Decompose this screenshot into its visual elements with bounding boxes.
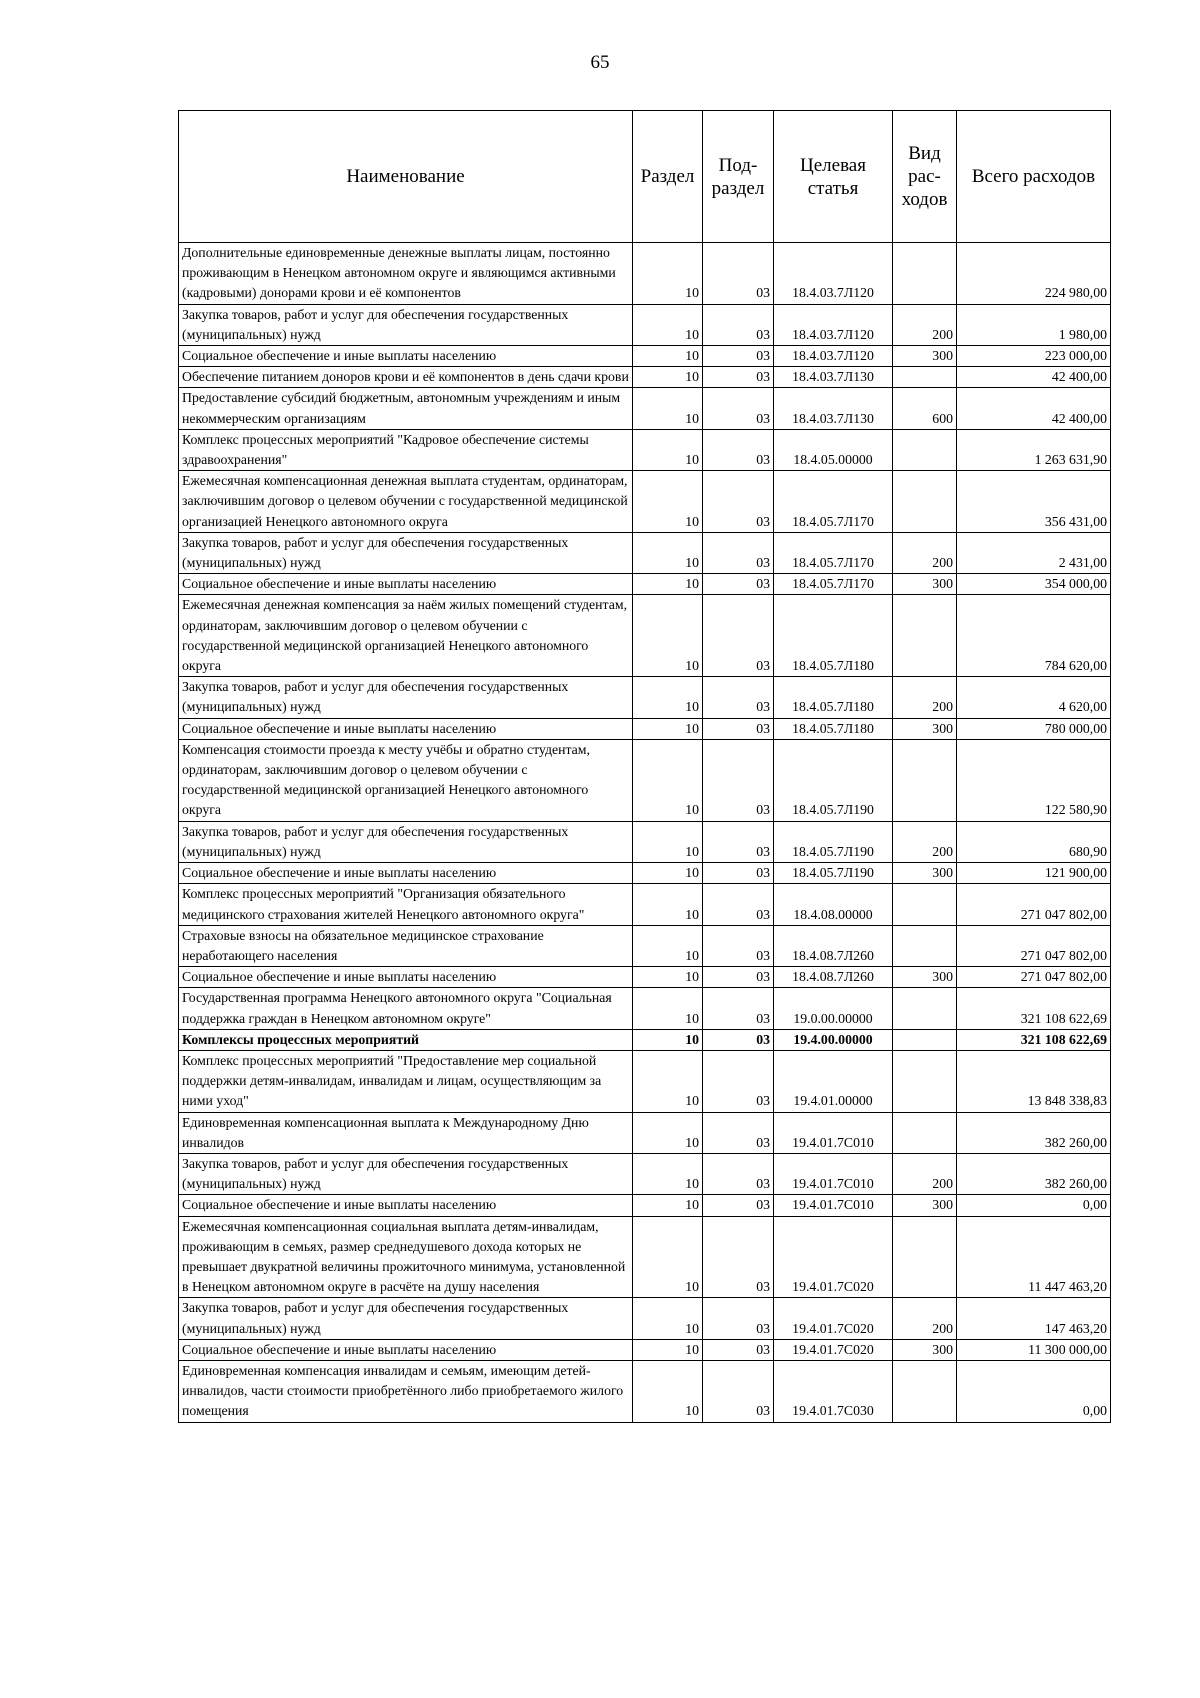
row-name: Закупка товаров, работ и услуг для обеспечения государственных (муниципальных) нужд (179, 532, 633, 573)
row-subsection: 03 (703, 304, 774, 345)
row-section: 10 (633, 677, 703, 718)
table-row (179, 925, 1111, 966)
row-name: Ежемесячная компенсационная денежная выплата студентам, ординаторам, заключившим договор о целевом обучении с государственной медицинской организацией Ненецкого автономного округа (179, 471, 633, 533)
row-total: 382 260,00 (957, 1112, 1111, 1153)
row-section: 10 (633, 1360, 703, 1422)
row-target-article: 18.4.05.7Л170 (774, 574, 893, 595)
row-subsection: 03 (703, 884, 774, 925)
row-name: Социальное обеспечение и иные выплаты населению (179, 574, 633, 595)
table-row (179, 367, 1111, 388)
row-expense-type (893, 925, 957, 966)
row-subsection: 03 (703, 1298, 774, 1339)
row-target-article: 18.4.05.7Л190 (774, 863, 893, 884)
row-subsection: 03 (703, 1112, 774, 1153)
page-number: 65 (590, 52, 610, 73)
row-expense-type (893, 471, 957, 533)
row-subsection: 03 (703, 243, 774, 305)
row-name: Государственная программа Ненецкого автономного округа "Социальная поддержка граждан в Ненецком автономном округе" (179, 988, 633, 1029)
row-target-article: 19.0.00.00000 (774, 988, 893, 1029)
row-expense-type (893, 1050, 957, 1112)
row-target-article: 18.4.03.7Л120 (774, 346, 893, 367)
row-expense-type (893, 1029, 957, 1050)
row-subsection: 03 (703, 429, 774, 470)
row-total: 1 263 631,90 (957, 429, 1111, 470)
row-subsection: 03 (703, 863, 774, 884)
row-name: Комплексы процессных мероприятий (179, 1029, 633, 1050)
row-target-article: 18.4.05.7Л180 (774, 595, 893, 677)
row-expense-type (893, 1112, 957, 1153)
table-row (179, 532, 1111, 573)
row-subsection: 03 (703, 595, 774, 677)
row-target-article: 18.4.03.7Л120 (774, 304, 893, 345)
row-total: 2 431,00 (957, 532, 1111, 573)
table-row (179, 1216, 1111, 1298)
header-target-article: Целевая статья (774, 111, 893, 243)
table-row (179, 1153, 1111, 1194)
row-name: Закупка товаров, работ и услуг для обеспечения государственных (муниципальных) нужд (179, 1153, 633, 1194)
row-expense-type: 300 (893, 863, 957, 884)
table-row (179, 304, 1111, 345)
row-target-article: 19.4.01.7С020 (774, 1216, 893, 1298)
row-subsection: 03 (703, 1216, 774, 1298)
table-row (179, 429, 1111, 470)
table-row (179, 677, 1111, 718)
row-target-article: 18.4.05.7Л180 (774, 718, 893, 739)
row-target-article: 18.4.08.00000 (774, 884, 893, 925)
row-name: Социальное обеспечение и иные выплаты населению (179, 346, 633, 367)
row-total: 42 400,00 (957, 388, 1111, 429)
row-section: 10 (633, 1339, 703, 1360)
row-expense-type: 200 (893, 304, 957, 345)
row-subsection: 03 (703, 821, 774, 862)
row-section: 10 (633, 574, 703, 595)
row-subsection: 03 (703, 471, 774, 533)
row-section: 10 (633, 429, 703, 470)
row-total: 147 463,20 (957, 1298, 1111, 1339)
table-row (179, 574, 1111, 595)
row-total: 11 300 000,00 (957, 1339, 1111, 1360)
table-row (179, 967, 1111, 988)
row-subsection: 03 (703, 532, 774, 573)
table-row (179, 739, 1111, 821)
row-expense-type (893, 884, 957, 925)
row-total: 780 000,00 (957, 718, 1111, 739)
row-section: 10 (633, 739, 703, 821)
table-row (179, 1029, 1111, 1050)
row-name: Дополнительные единовременные денежные выплаты лицам, постоянно проживающим в Ненецком автономном округе и являющимся активными (кадровыми) донорами крови и её компонентов (179, 243, 633, 305)
row-expense-type: 200 (893, 821, 957, 862)
row-expense-type: 300 (893, 967, 957, 988)
row-section: 10 (633, 243, 703, 305)
row-target-article: 18.4.08.7Л260 (774, 967, 893, 988)
row-total: 271 047 802,00 (957, 925, 1111, 966)
row-name: Социальное обеспечение и иные выплаты населению (179, 1339, 633, 1360)
row-section: 10 (633, 718, 703, 739)
header-section: Раздел (633, 111, 703, 243)
row-expense-type: 300 (893, 346, 957, 367)
header-name: Наименование (179, 111, 633, 243)
row-total: 0,00 (957, 1195, 1111, 1216)
row-expense-type: 300 (893, 718, 957, 739)
row-subsection: 03 (703, 388, 774, 429)
header-total-expenses: Всего расходов (957, 111, 1111, 243)
row-expense-type (893, 367, 957, 388)
row-expense-type: 200 (893, 1298, 957, 1339)
row-target-article: 19.4.01.00000 (774, 1050, 893, 1112)
row-target-article: 19.4.01.7С010 (774, 1153, 893, 1194)
row-name: Компенсация стоимости проезда к месту учёбы и обратно студентам, ординаторам, заключившим договор о целевом обучении с государственной медицинской организацией Ненецкого автономного округа (179, 739, 633, 821)
table-row (179, 1298, 1111, 1339)
row-target-article: 18.4.05.7Л170 (774, 471, 893, 533)
row-section: 10 (633, 1112, 703, 1153)
row-name: Социальное обеспечение и иные выплаты населению (179, 967, 633, 988)
table-row (179, 346, 1111, 367)
row-subsection: 03 (703, 1029, 774, 1050)
row-expense-type: 300 (893, 574, 957, 595)
row-expense-type (893, 739, 957, 821)
row-expense-type: 200 (893, 677, 957, 718)
row-expense-type: 300 (893, 1195, 957, 1216)
row-subsection: 03 (703, 1360, 774, 1422)
row-total: 321 108 622,69 (957, 988, 1111, 1029)
row-total: 223 000,00 (957, 346, 1111, 367)
table-row (179, 988, 1111, 1029)
row-name: Закупка товаров, работ и услуг для обеспечения государственных (муниципальных) нужд (179, 821, 633, 862)
row-section: 10 (633, 967, 703, 988)
table-row (179, 595, 1111, 677)
table-row (179, 1112, 1111, 1153)
table-row (179, 884, 1111, 925)
table-row (179, 1339, 1111, 1360)
row-name: Закупка товаров, работ и услуг для обеспечения государственных (муниципальных) нужд (179, 677, 633, 718)
row-section: 10 (633, 367, 703, 388)
row-section: 10 (633, 863, 703, 884)
table-body (179, 243, 1111, 1423)
row-target-article: 19.4.01.7С020 (774, 1298, 893, 1339)
row-subsection: 03 (703, 1153, 774, 1194)
row-target-article: 18.4.08.7Л260 (774, 925, 893, 966)
row-subsection: 03 (703, 677, 774, 718)
row-section: 10 (633, 1195, 703, 1216)
row-subsection: 03 (703, 1050, 774, 1112)
row-subsection: 03 (703, 967, 774, 988)
header-expense-type: Вид рас- ходов (893, 111, 957, 243)
row-total: 680,90 (957, 821, 1111, 862)
row-name: Обеспечение питанием доноров крови и её компонентов в день сдачи крови (179, 367, 633, 388)
row-name: Предоставление субсидий бюджетным, автономным учреждениям и иным некоммерческим организациям (179, 388, 633, 429)
row-target-article: 19.4.01.7С020 (774, 1339, 893, 1360)
row-expense-type (893, 595, 957, 677)
row-total: 356 431,00 (957, 471, 1111, 533)
row-target-article: 18.4.05.00000 (774, 429, 893, 470)
row-name: Страховые взносы на обязательное медицинское страхование неработающего населения (179, 925, 633, 966)
row-name: Ежемесячная компенсационная социальная выплата детям-инвалидам, проживающим в семьях, размер среднедушевого дохода которых не превышает двукратной величины прожиточного минимума, установленной в Ненецком автономном округе в расчёте на душу населения (179, 1216, 633, 1298)
row-subsection: 03 (703, 988, 774, 1029)
row-section: 10 (633, 925, 703, 966)
row-section: 10 (633, 821, 703, 862)
row-target-article: 18.4.03.7Л130 (774, 388, 893, 429)
row-target-article: 18.4.05.7Л190 (774, 739, 893, 821)
row-section: 10 (633, 471, 703, 533)
row-section: 10 (633, 1153, 703, 1194)
row-total: 122 580,90 (957, 739, 1111, 821)
row-section: 10 (633, 884, 703, 925)
table-row (179, 863, 1111, 884)
row-name: Единовременная компенсация инвалидам и семьям, имеющим детей-инвалидов, части стоимости приобретённого либо приобретаемого жилого помещения (179, 1360, 633, 1422)
table-row (179, 471, 1111, 533)
table-row (179, 1050, 1111, 1112)
row-expense-type (893, 1216, 957, 1298)
row-section: 10 (633, 346, 703, 367)
row-expense-type: 200 (893, 532, 957, 573)
row-total: 784 620,00 (957, 595, 1111, 677)
row-target-article: 19.4.01.7С010 (774, 1195, 893, 1216)
row-expense-type: 600 (893, 388, 957, 429)
row-subsection: 03 (703, 1195, 774, 1216)
row-expense-type: 300 (893, 1339, 957, 1360)
row-total: 121 900,00 (957, 863, 1111, 884)
row-section: 10 (633, 1050, 703, 1112)
row-subsection: 03 (703, 574, 774, 595)
row-expense-type (893, 243, 957, 305)
row-section: 10 (633, 1298, 703, 1339)
row-target-article: 18.4.05.7Л180 (774, 677, 893, 718)
row-subsection: 03 (703, 1339, 774, 1360)
row-target-article: 19.4.01.7С010 (774, 1112, 893, 1153)
row-target-article: 18.4.03.7Л120 (774, 243, 893, 305)
row-total: 321 108 622,69 (957, 1029, 1111, 1050)
header-subsection: Под- раздел (703, 111, 774, 243)
row-total: 0,00 (957, 1360, 1111, 1422)
row-section: 10 (633, 388, 703, 429)
row-section: 10 (633, 988, 703, 1029)
row-target-article: 19.4.01.7С030 (774, 1360, 893, 1422)
row-name: Закупка товаров, работ и услуг для обеспечения государственных (муниципальных) нужд (179, 1298, 633, 1339)
table-row (179, 1195, 1111, 1216)
row-name: Ежемесячная денежная компенсация за наём жилых помещений студентам, ординаторам, заключившим договор о целевом обучении с государственной медицинской организацией Ненецкого автономного округа (179, 595, 633, 677)
table-row (179, 1360, 1111, 1422)
row-name: Комплекс процессных мероприятий "Организация обязательного медицинского страхования жителей Ненецкого автономного округа" (179, 884, 633, 925)
row-total: 271 047 802,00 (957, 884, 1111, 925)
row-name: Социальное обеспечение и иные выплаты населению (179, 1195, 633, 1216)
row-name: Социальное обеспечение и иные выплаты населению (179, 863, 633, 884)
row-total: 4 620,00 (957, 677, 1111, 718)
row-total: 382 260,00 (957, 1153, 1111, 1194)
row-name: Комплекс процессных мероприятий "Предоставление мер социальной поддержки детям-инвалидам, инвалидам и лицам, осуществляющим за ними уход" (179, 1050, 633, 1112)
row-total: 42 400,00 (957, 367, 1111, 388)
row-section: 10 (633, 595, 703, 677)
row-expense-type (893, 1360, 957, 1422)
table-row (179, 388, 1111, 429)
row-expense-type (893, 429, 957, 470)
row-expense-type: 200 (893, 1153, 957, 1194)
row-name: Единовременная компенсационная выплата к Международному Дню инвалидов (179, 1112, 633, 1153)
row-subsection: 03 (703, 367, 774, 388)
row-total: 354 000,00 (957, 574, 1111, 595)
row-total: 11 447 463,20 (957, 1216, 1111, 1298)
row-target-article: 18.4.05.7Л190 (774, 821, 893, 862)
row-expense-type (893, 988, 957, 1029)
row-target-article: 18.4.05.7Л170 (774, 532, 893, 573)
table-header-row (179, 111, 1111, 243)
row-total: 13 848 338,83 (957, 1050, 1111, 1112)
row-section: 10 (633, 1216, 703, 1298)
budget-table (178, 110, 1111, 1423)
row-section: 10 (633, 304, 703, 345)
table-row (179, 821, 1111, 862)
row-subsection: 03 (703, 739, 774, 821)
row-name: Комплекс процессных мероприятий "Кадровое обеспечение системы здравоохранения" (179, 429, 633, 470)
row-subsection: 03 (703, 925, 774, 966)
row-total: 1 980,00 (957, 304, 1111, 345)
row-section: 10 (633, 1029, 703, 1050)
row-total: 271 047 802,00 (957, 967, 1111, 988)
row-total: 224 980,00 (957, 243, 1111, 305)
row-target-article: 19.4.00.00000 (774, 1029, 893, 1050)
row-subsection: 03 (703, 718, 774, 739)
table-row (179, 718, 1111, 739)
row-subsection: 03 (703, 346, 774, 367)
row-name: Социальное обеспечение и иные выплаты населению (179, 718, 633, 739)
table-row (179, 243, 1111, 305)
row-section: 10 (633, 532, 703, 573)
row-target-article: 18.4.03.7Л130 (774, 367, 893, 388)
row-name: Закупка товаров, работ и услуг для обеспечения государственных (муниципальных) нужд (179, 304, 633, 345)
